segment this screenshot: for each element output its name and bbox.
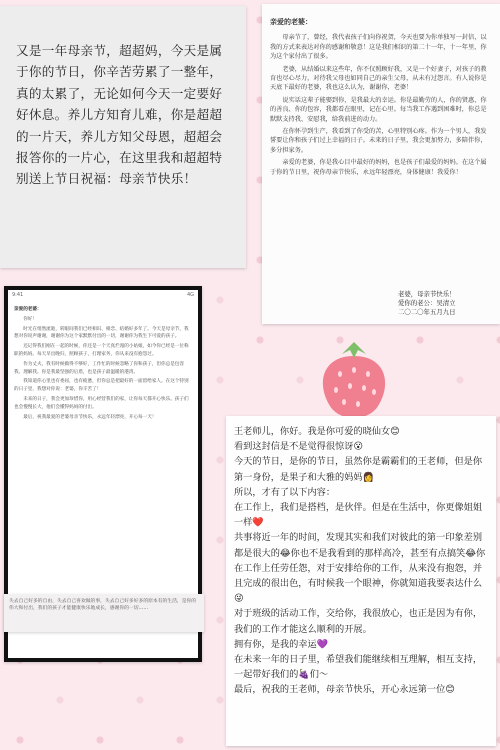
letter-line: 拥有你，是我的幸运💜 — [234, 638, 329, 650]
screenshot-paragraph: 我知道你心里也有委屈，也有疲惫，但你总是把最好的一面留给家人。在这个特别的日子里，我想对你说：老婆，你辛苦了！ — [14, 379, 189, 393]
letter-paragraph: 亲爱的老婆，你是我心目中最好的妈妈，也是孩子们最爱的妈妈。在这个属于你的节日里，祝你母亲节快乐，永远年轻漂亮，身体健康！我爱你！ — [270, 159, 487, 176]
letter-line: 共事将近一年的时间，发现其实和我们对彼此的第一印象差别都是很大的😂你也不是我看到的那样高冷，甚至有点搞笑😂你在工作上任劳任怨，对于安排给你的工作，从来没有抱怨，并且完成的很出色，有时候我一个眼神，你就知道我要表达什么😜 — [234, 532, 486, 605]
signature-line: 二〇二〇年五月九日 — [398, 308, 456, 316]
letter-paragraph: 在你怀孕到生产，我看到了你受的苦，心里特别心疼。作为一个男人，我发誓要让你和孩子们过上幸福的日子。未来的日子里，我会更加努力，多陪伴你，多分担家务。 — [270, 128, 487, 154]
screenshot-paragraph: 未来的日子，我会更加珍惜你，用心经营我们的家，让你每天都开心快乐。孩子们也会慢慢长大，他们会懂得妈妈的付出。 — [14, 396, 189, 410]
screenshot-paragraph: 最后，祝我最爱的老婆母亲节快乐，永远年轻漂亮，开心每一天！ — [23, 414, 157, 420]
letter-line: 看到这封信是不是觉得很惊讶😮 — [234, 441, 364, 453]
letter-line: 在工作上，我们是搭档，是伙伴。但是在生活中，你更像姐姐一样❤️ — [234, 502, 483, 529]
letter-paragraph: 说实话这辈子能娶到你，是我最大的幸运。你是最勤劳的人，你的贤惠、你的善良、你的包容，我都看在眼里，记在心里。每当我工作遇到困难时，你总是默默支持我、安慰我，给我前进的动力。 — [270, 96, 487, 123]
letter-greeting: 亲爱的老婆： — [270, 18, 312, 26]
screenshot-paragraph: 作为丈夫，我有时候做得不够好，工作忙的时候忽略了你和孩子，但你总是包容我、理解我。你是我最坚强的后盾，也是孩子最温暖的港湾。 — [14, 361, 184, 375]
note-strip — [4, 594, 204, 632]
letter-signature — [398, 290, 456, 317]
letter-line: 在未来一年的日子里，希望我们能继续相互理解，相互支持，一起带好我们的🍇们～ — [234, 654, 483, 681]
status-signal: 4G — [186, 292, 194, 298]
letter-line: 今天的节日，是你的节日，虽然你是霸霸们的王老师，但是你第一身份，是果子和大雅的妈妈👩 — [234, 456, 483, 483]
letter-card-colleague — [226, 416, 496, 746]
signature-line: 爱你的老公：吴清立 — [398, 299, 456, 307]
screenshot-paragraph: 时光在悄然流逝，转眼间我们已经相识、相恋、结婚好多年了。今天是母亲节，我想对你说声谢谢，谢谢你为这个家默默付出的一切，谢谢你为我生下可爱的孩子。 — [14, 326, 189, 340]
status-bar — [8, 290, 198, 302]
letter-paragraph: 母亲节了，曾经，我代表孩子们向你祝贺，今天也要为你单独写一封信，以我的方式来表达对你的感谢和敬意！这是我们相识的第二十一年，十一年里，你为这个家付出了很多。 — [270, 34, 487, 61]
letter-card-husband — [262, 4, 500, 324]
letter-line: 王老师儿，你好。我是你可爱的晓仙女😊 — [234, 426, 400, 437]
note-strip-text: 失去自己好多的自由，失去自己喜欢做的事，失去自己好多好多的原本有的生活，是你的伟大和付出，我们的孩子才能健康快乐地成长，感谢你的一切…… — [9, 599, 197, 612]
letter-line: 最后，祝我的王老师，母亲节快乐，开心永远第一位😊 — [234, 684, 455, 696]
signature-line: 老婆，母亲节快乐！ — [398, 290, 456, 298]
screenshot-paragraph: 还记得我们刚在一起的时候，你还是一个天真烂漫的小姑娘，如今你已经是一位称职的妈妈。每天早出晚归，照顾孩子，打理家务，你从来没有抱怨过。 — [14, 344, 189, 357]
note-text: 又是一年母亲节，超超妈，今天是属于你的节日，你辛苦劳累了一整年，真的太累了，无论如何今天一定要好好休息。养儿方知育儿难，你是超超的一片天，养儿方知父母恩，超超会报答你的一片心，在这里我和超超特别送上节日祝福：母亲节快乐！ — [16, 43, 223, 187]
letter-line: 所以，才有了以下内容： — [234, 486, 336, 498]
note-card-mothers-day — [0, 6, 246, 268]
letter-line: 对于班级的活动工作，交给你，我很放心，也正是因为有你，我们的工作才能这么顺利的开展。 — [234, 608, 483, 635]
screenshot-greeting: 亲爱的老婆： — [14, 307, 42, 312]
status-time: 9:41 — [12, 292, 24, 298]
screenshot-paragraph: 你好！ — [23, 316, 37, 322]
letter-paragraph: 老婆，从结婚以来这些年，你不仅照顾好我，又是一个好妻子，对孩子的教育也尽心尽力，对待我父母也如同自己的亲生父母，从未有过怨言。有人说你是天底下最好的老婆，我也这么认为，谢谢你，老婆！ — [270, 65, 487, 92]
